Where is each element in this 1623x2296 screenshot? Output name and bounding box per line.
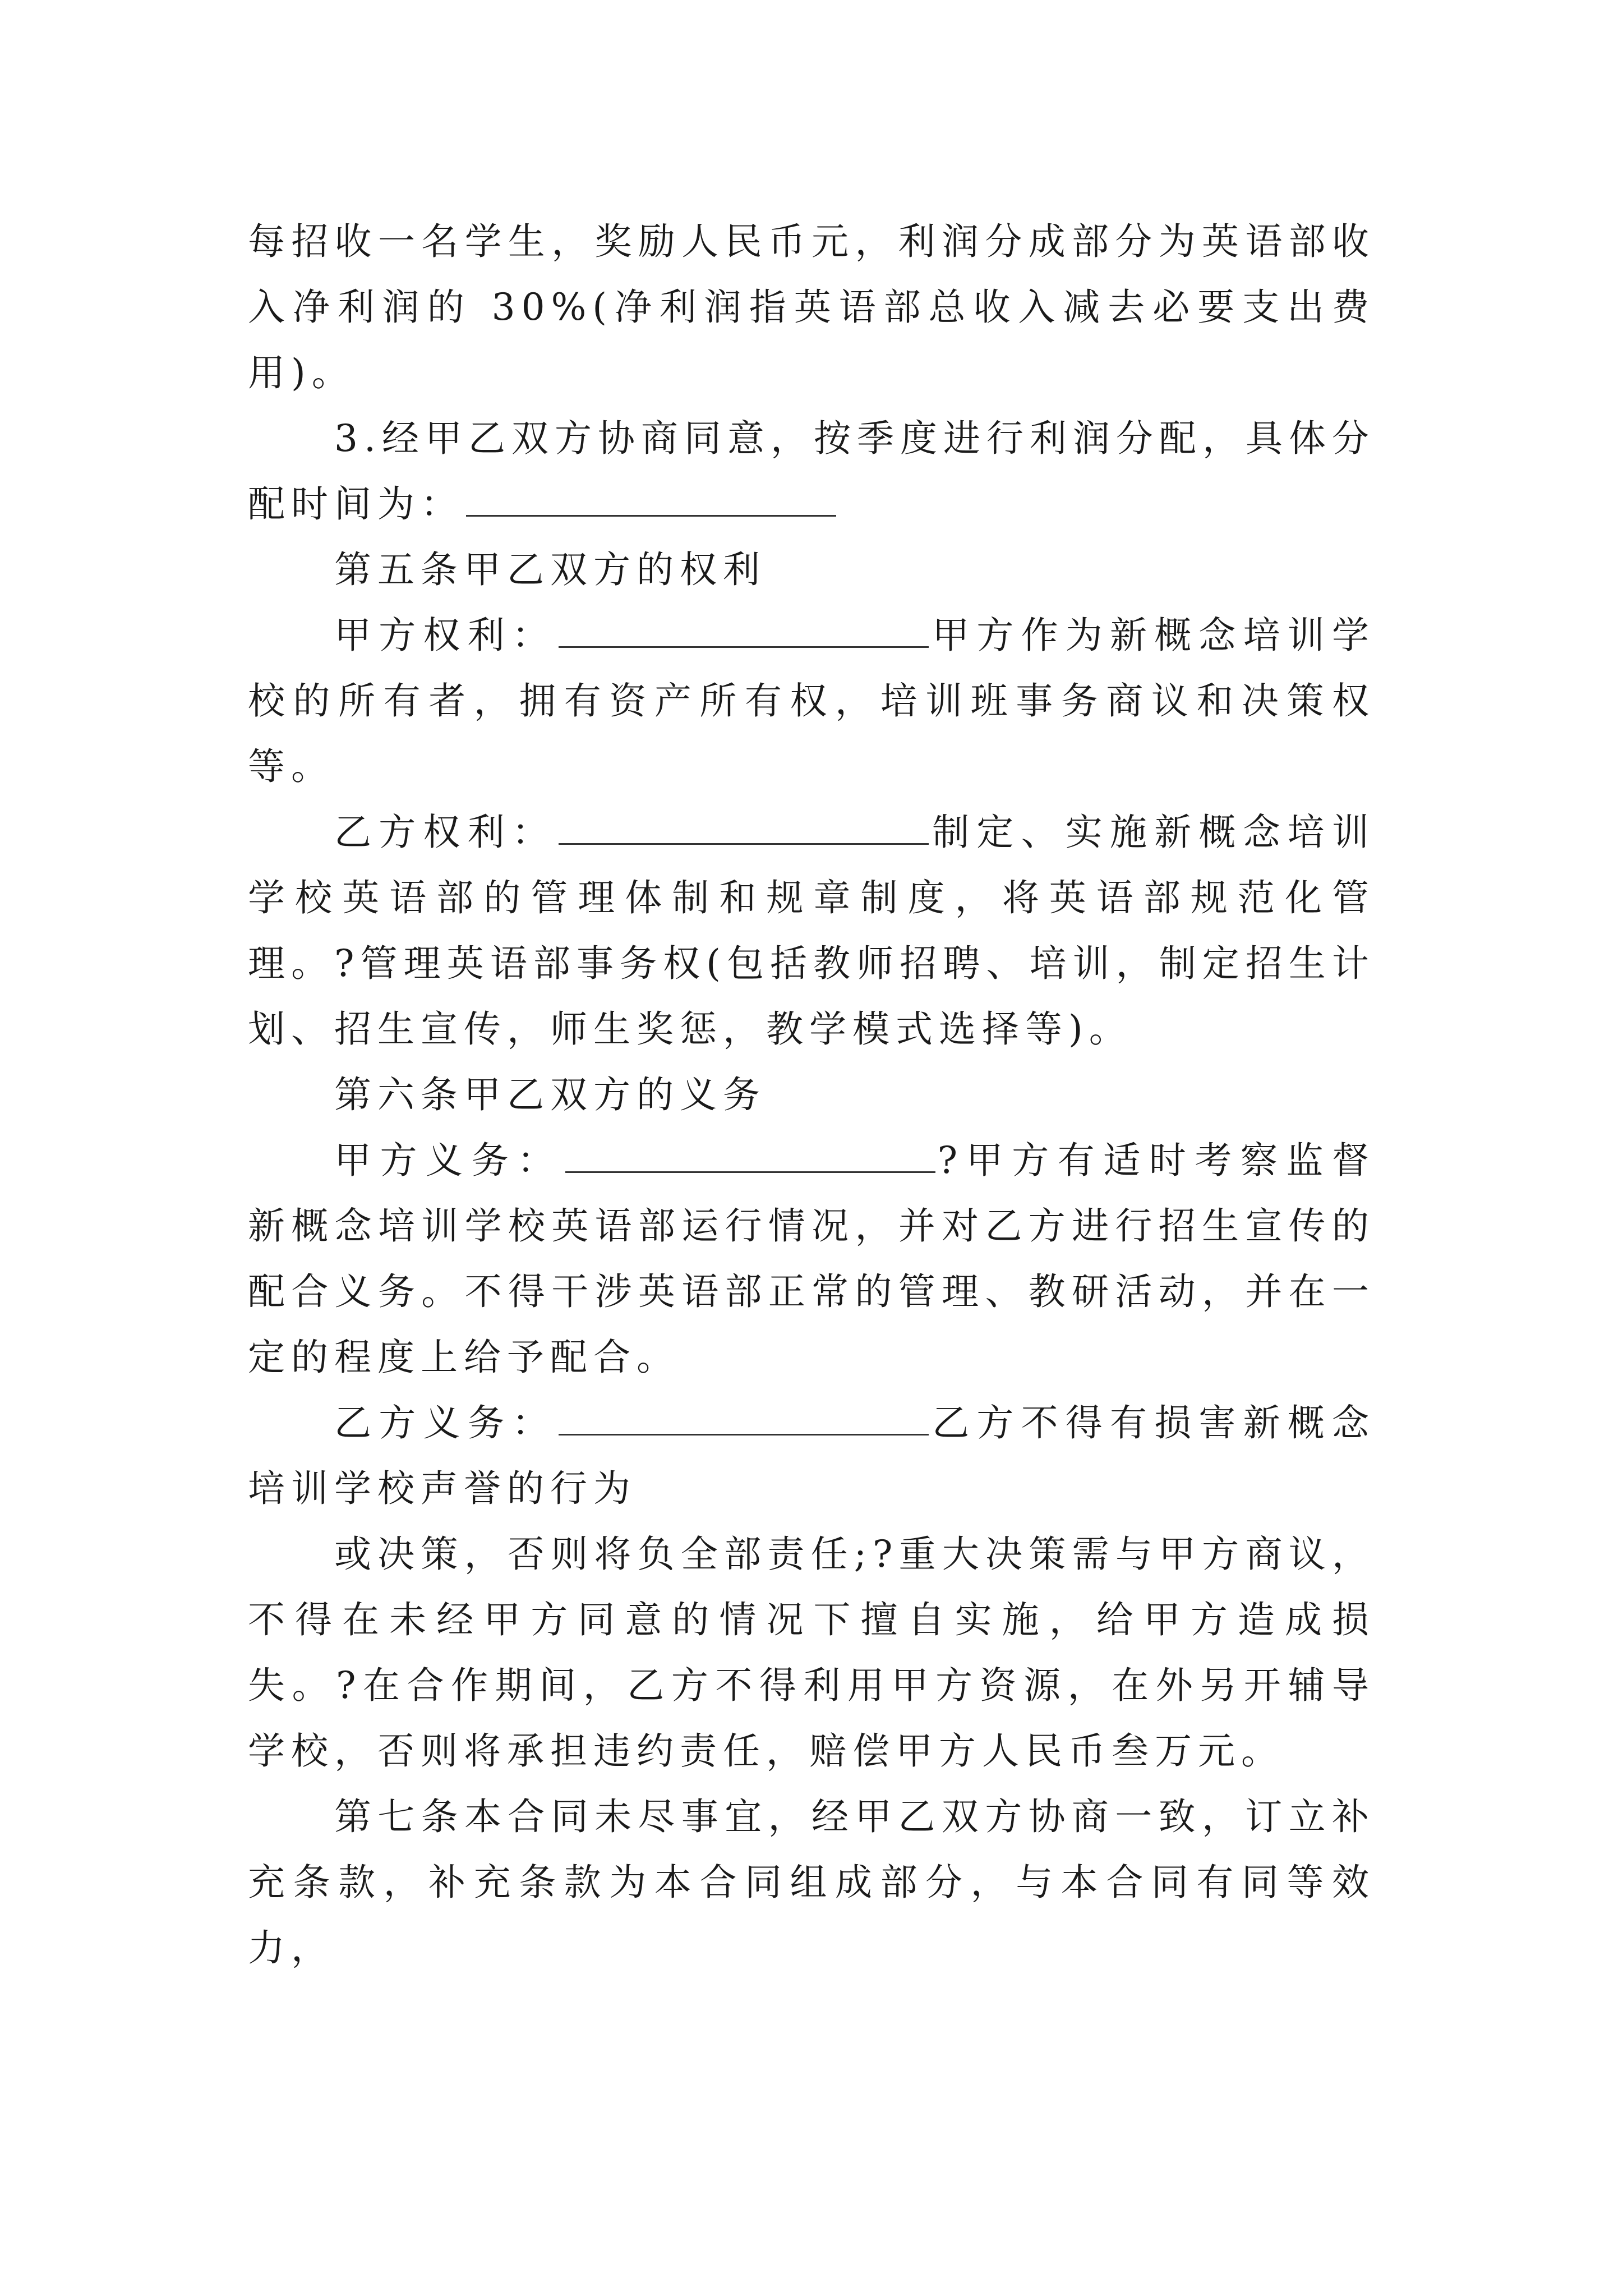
party-b-rights-text: 制定、实施新概念培训学校英语部的管理体制和规章制度，将英语部规范化管理。?管理英语部事务权(包括教师招聘、培训，制定招生计划、招生宣传，师生奖惩，教学模式选择等)。 — [248, 811, 1375, 1051]
party-b-rights-label: 乙方权利： — [334, 811, 556, 854]
party-a-rights-blank — [559, 613, 929, 648]
article-six-heading: 第六条甲乙双方的义务 — [334, 1073, 766, 1116]
paragraph-party-a-rights — [248, 602, 1375, 799]
paragraph-party-b-obligations — [248, 1390, 1375, 1521]
party-b-obligations-label: 乙方义务： — [334, 1401, 556, 1444]
party-b-rights-blank — [559, 809, 929, 845]
article-five-heading: 第五条甲乙双方的权利 — [334, 548, 766, 591]
paragraph-profit-distribution-text: 3.经甲乙双方协商同意，按季度进行利润分配，具体分配时间为： — [248, 417, 1375, 526]
paragraph-reward-profit-share: 每招收一名学生，奖励人民币元，利润分成部分为英语部收入净利润的 30%(净利润指英语部总收入减去必要支出费用)。 — [248, 220, 1375, 394]
party-a-rights-label: 甲方权利： — [334, 614, 556, 657]
distribution-time-blank — [466, 481, 836, 517]
party-b-obligations-text: 乙方不得有损害新概念培训学校声誉的行为 — [248, 1401, 1375, 1510]
party-a-obligations-label: 甲方义务： — [334, 1139, 563, 1182]
party-b-obligations-blank — [559, 1400, 929, 1435]
paragraph-party-b-rights — [248, 799, 1375, 1062]
paragraph-party-a-obligations — [248, 1128, 1375, 1390]
article-seven-supplementary: 第七条本合同未尽事宜，经甲乙双方协商一致，订立补充条款，补充条款为本合同组成部分，与本合同有同等效力， — [248, 1795, 1375, 1970]
paragraph-profit-distribution — [248, 406, 1375, 537]
party-a-obligations-text: ?甲方有适时考察监督新概念培训学校英语部运行情况，并对乙方进行招生宣传的配合义务。不得干涉英语部正常的管理、教研活动，并在一定的程度上给予配合。 — [248, 1139, 1375, 1379]
document-body — [248, 209, 1375, 1981]
party-a-obligations-blank — [565, 1138, 935, 1173]
party-a-rights-text: 甲方作为新概念培训学校的所有者，拥有资产所有权，培训班事务商议和决策权等。 — [248, 614, 1375, 788]
paragraph-decisions-liability: 或决策，否则将负全部责任;?重大决策需与甲方商议，不得在未经甲方同意的情况下擅自实施，给甲方造成损失。?在合作期间，乙方不得利用甲方资源，在外另开辅导学校，否则将承担违约责任，赔偿甲方人民币叁万元。 — [248, 1533, 1375, 1773]
